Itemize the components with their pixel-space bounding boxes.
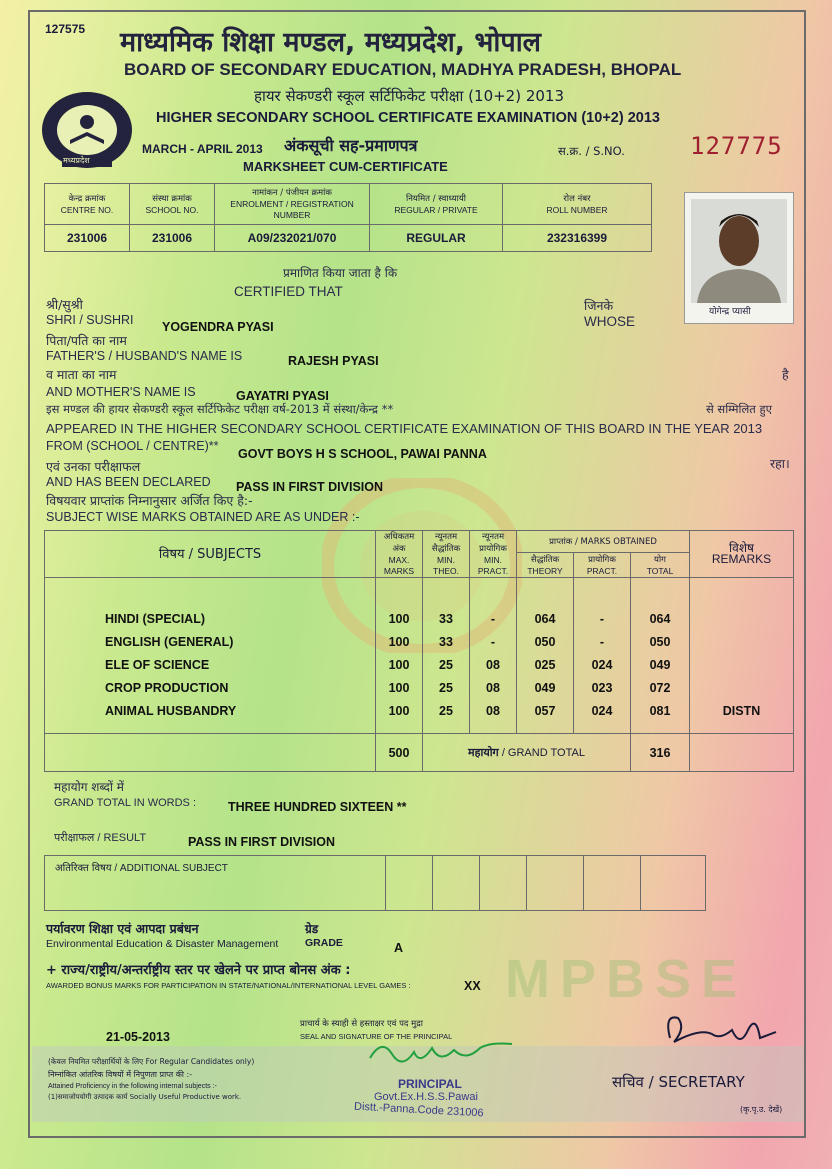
whose-hindi: जिनके <box>584 298 614 313</box>
whose-english: WHOSE <box>584 314 636 329</box>
additional-subject-table: अतिरिक्त विषय / ADDITIONAL SUBJECT <box>44 855 706 911</box>
hai-text: है <box>782 367 789 382</box>
declared-value: PASS IN FIRST DIVISION <box>236 480 384 494</box>
principal-signature-icon <box>362 1034 522 1074</box>
title-hindi: माध्यमिक शिक्षा मण्डल, मध्यप्रदेश, भोपाल <box>120 27 541 58</box>
result-label: परीक्षाफल / RESULT <box>54 831 147 844</box>
table-row: ANIMAL HUSBANDRY <box>105 704 237 718</box>
subjectwise-english: SUBJECT WISE MARKS OBTAINED ARE AS UNDER :- <box>46 510 360 524</box>
env-hindi: पर्यावरण शिक्षा एवं आपदा प्रबंधन <box>46 921 199 936</box>
school-no: 231006 <box>130 225 215 252</box>
total-header: योग TOTAL <box>631 553 690 578</box>
seal-hindi: प्राचार्य के स्याही से हस्ताक्षर एवं पद मुद्रा <box>300 1019 423 1029</box>
id-table: केन्द्र क्रमांक CENTRE NO. संस्था क्रमांक SCHOOL NO. नामांकन / पंजीयन क्रमांक ENROLMENT / REGISTRATION NUMBER नियमित / स्वाध्यायी REGULAR / PRIVATE रोल नंबर ROLL NUMBER 231006 231006 A09/232021/070 REGULAR 232316399 <box>44 183 652 252</box>
father-hindi: पिता/पति का नाम <box>46 333 127 348</box>
grand-total-label: महायोग / GRAND TOTAL <box>423 734 631 772</box>
subjects-header: विषय / SUBJECTS <box>45 531 376 578</box>
subject-list <box>45 578 376 734</box>
result-intro-hindi: एवं उनका परीक्षाफल <box>46 459 141 474</box>
table-row: HINDI (SPECIAL) <box>105 612 205 626</box>
min-pract-header: न्यूनतम प्रायोगिक MIN. PRACT. <box>470 531 517 578</box>
student-name: YOGENDRA PYASI <box>162 320 274 334</box>
bonus-english: AWARDED BONUS MARKS FOR PARTICIPATION IN STATE/NATIONAL/INTERNATIONAL LEVEL GAMES : <box>46 981 411 990</box>
theory-col: 064 050 025 049 057 <box>517 578 574 734</box>
regular-private: REGULAR <box>370 225 503 252</box>
shri-hindi: श्री/सुश्री <box>46 297 83 312</box>
table-row: ELE OF SCIENCE <box>105 658 210 672</box>
words-value: THREE HUNDRED SIXTEEN ** <box>228 800 407 814</box>
centre-no: 231006 <box>45 225 130 252</box>
doc-title-english: MARKSHEET CUM-CERTIFICATE <box>243 159 448 174</box>
session: MARCH - APRIL 2013 <box>142 142 263 156</box>
mother-english: AND MOTHER'S NAME IS <box>46 385 196 399</box>
env-english: Environmental Education & Disaster Management <box>46 938 279 950</box>
certified-english: CERTIFIED THAT <box>234 284 343 299</box>
watermark: MPBSE <box>505 949 748 1009</box>
student-photo-image <box>691 199 787 303</box>
secretary-signature-icon <box>660 1008 780 1054</box>
logo-city-label: मध्यप्रदेश <box>63 156 90 165</box>
doc-title-hindi: अंकसूची सह-प्रमाणपत्र <box>284 136 418 155</box>
max-total: 500 <box>376 734 423 772</box>
appeared-hindi-end: से सम्मिलित हुए <box>706 402 772 416</box>
school-name: GOVT BOYS H S SCHOOL, PAWAI PANNA <box>238 447 487 461</box>
min-theo-header: न्यूनतम सैद्धांतिक MIN. THEO. <box>423 531 470 578</box>
min-theo-col: 33 33 25 25 25 <box>423 578 470 734</box>
sno-value: 127775 <box>690 132 783 160</box>
pract-col: - - 024 023 024 <box>574 578 631 734</box>
serial-top: 127575 <box>45 22 86 36</box>
pract-header: प्रायोगिक PRACT. <box>574 553 631 578</box>
bonus-value: XX <box>464 979 481 993</box>
grade-english: GRADE <box>305 937 343 949</box>
father-english: FATHER'S / HUSBAND'S NAME IS <box>46 349 243 363</box>
marks-obtained-header: प्राप्तांक / MARKS OBTAINED <box>517 531 690 553</box>
photo-caption: योगेन्द्र प्यासी <box>709 307 751 317</box>
total-col: 064 050 049 072 081 <box>631 578 690 734</box>
title-english: BOARD OF SECONDARY EDUCATION, MADHYA PRADESH, BHOPAL <box>124 60 682 79</box>
declared-english: AND HAS BEEN DECLARED <box>46 475 211 489</box>
appeared-english: APPEARED IN THE HIGHER SECONDARY SCHOOL CERTIFICATE EXAMINATION OF THIS BOARD IN THE YEAR 2013 <box>46 421 763 436</box>
bonus-hindi: + राज्य/राष्ट्रीय/अन्तर्राष्ट्रीय स्तर पर खेलने पर प्राप्त बोनस अंक : <box>46 963 351 978</box>
words-hindi: महायोग शब्दों में <box>54 780 124 794</box>
roll-number: 232316399 <box>503 225 652 252</box>
shri-english: SHRI / SUSHRI <box>46 313 134 327</box>
min-pract-col: - - 08 08 08 <box>470 578 517 734</box>
father-name: RAJESH PYASI <box>288 354 379 368</box>
remarks-col: DISTN <box>690 578 794 734</box>
note-4: (1)समाजोपयोगी उत्पादक कार्य Socially Useful Productive work. <box>48 1093 242 1101</box>
from-english: FROM (SCHOOL / CENTRE)** <box>46 439 219 453</box>
exam-hindi: हायर सेकण्डरी स्कूल सर्टिफिकेट परीक्षा (10+2) 2013 <box>254 87 565 105</box>
note-3: Attained Proficiency in the following internal subjects :- <box>48 1083 217 1090</box>
grade-hindi: ग्रेड <box>305 922 319 936</box>
appeared-hindi: इस मण्डल की हायर सेकण्डरी स्कूल सर्टिफिकेट परीक्षा वर्ष-2013 में संस्था/केन्द्र ** <box>46 402 394 416</box>
words-english: GRAND TOTAL IN WORDS : <box>54 797 196 809</box>
table-row: ENGLISH (GENERAL) <box>105 635 234 649</box>
issue-date: 21-05-2013 <box>106 1030 170 1044</box>
max-marks-header: अधिकतम अंक MAX. MARKS <box>376 531 423 578</box>
secretary-label: सचिव / SECRETARY <box>612 1073 745 1091</box>
max-marks-col: 100 100 100 100 100 <box>376 578 423 734</box>
certified-hindi: प्रमाणित किया जाता है कि <box>283 266 398 280</box>
sno-label: स.क्र. / S.NO. <box>558 144 625 158</box>
result-value: PASS IN FIRST DIVISION <box>188 835 336 849</box>
note-2: निम्नांकित आंतरिक विषयों में निपुणता प्राप्त की :- <box>48 1070 193 1079</box>
grade-value: A <box>394 941 404 955</box>
exam-english: HIGHER SECONDARY SCHOOL CERTIFICATE EXAMINATION (10+2) 2013 <box>156 110 660 126</box>
table-row: CROP PRODUCTION <box>105 681 229 695</box>
student-photo <box>684 192 794 324</box>
note-1: (केवल नियमित परीक्षार्थियों के लिए For Regular Candidates only) <box>48 1057 255 1066</box>
stamp-district: Distt.-Panna.Code 231006 <box>353 1100 484 1120</box>
enrolment-no: A09/232021/070 <box>215 225 370 252</box>
theory-header: सैद्धांतिक THEORY <box>517 553 574 578</box>
marks-table <box>44 530 794 772</box>
remarks-header: विशेष REMARKS <box>690 531 794 578</box>
mother-name: GAYATRI PYASI <box>236 389 329 403</box>
pto-label: (कृ.पृ.उ. देखें) <box>740 1105 783 1114</box>
stamp-school: Govt.Ex.H.S.S.Pawai <box>374 1091 478 1103</box>
seal-english: SEAL AND SIGNATURE OF THE PRINCIPAL <box>300 1032 453 1041</box>
mother-hindi: व माता का नाम <box>46 367 117 382</box>
stamp-principal: PRINCIPAL <box>398 1077 462 1091</box>
raha-text: रहा। <box>770 456 790 471</box>
grand-total: 316 <box>631 734 690 772</box>
subjectwise-hindi: विषयवार प्राप्तांक निम्नानुसार अर्जित किए है:- <box>46 493 253 508</box>
